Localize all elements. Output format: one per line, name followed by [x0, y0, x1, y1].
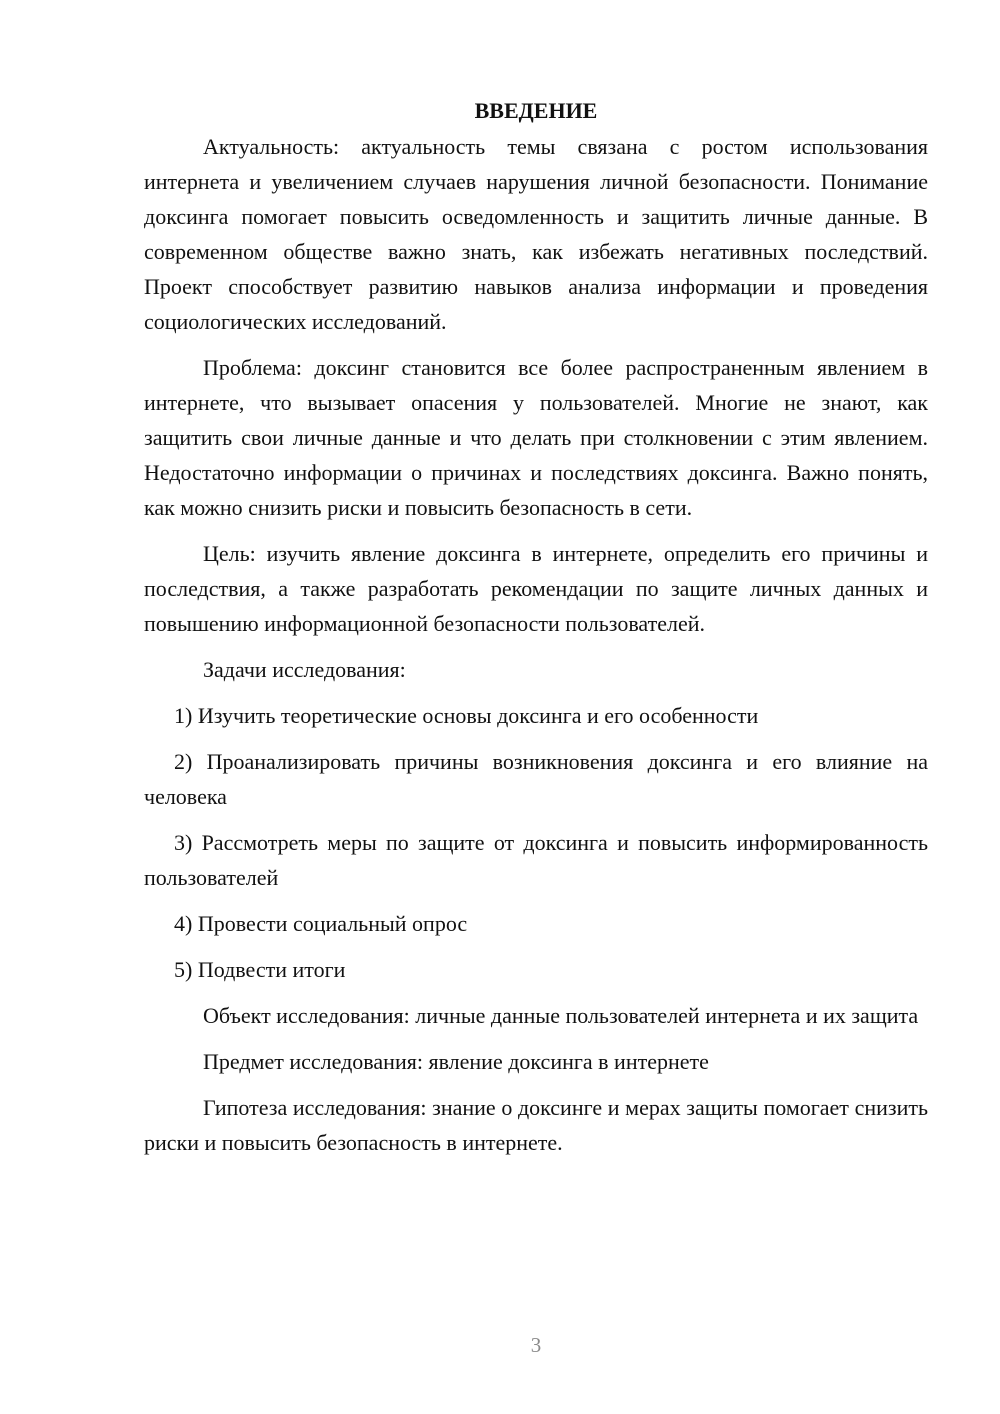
hypothesis-paragraph: Гипотеза исследования: знание о доксинге и мерах защиты помогает снизить риски и повысить безопасность в интернете. — [144, 1095, 928, 1155]
task-item-1: 1) Изучить теоретические основы доксинга и его особенности — [174, 703, 759, 728]
section-heading: ВВЕДЕНИЕ — [474, 98, 598, 123]
page-number: 3 — [530, 1333, 542, 1357]
research-subject-paragraph: Предмет исследования: явление доксинга в интернете — [203, 1049, 709, 1074]
task-item-2: 2) Проанализировать причины возникновения доксинга и его влияние на человека — [144, 749, 928, 809]
task-item-5: 5) Подвести итоги — [174, 957, 346, 982]
tasks-intro: Задачи исследования: — [203, 657, 406, 682]
task-item-3: 3) Рассмотреть меры по защите от доксинга и повысить информированность пользователей — [144, 830, 928, 890]
research-object-paragraph: Объект исследования: личные данные пользователей интернета и их защита — [203, 1003, 919, 1028]
task-item-4: 4) Провести социальный опрос — [174, 911, 468, 936]
goal-paragraph: Цель: изучить явление доксинга в интернете, определить его причины и последствия, а также разработать рекомендации по защите личных данных и повышению информационной безопасности пользователей. — [144, 541, 928, 636]
problem-paragraph: Проблема: доксинг становится все более распространенным явлением в интернете, что вызывает опасения у пользователей. Многие не знают, как защитить свои личные данные и что делать при столкновении с этим явлением. Недостаточно информации о причинах и последствиях доксинга. Важно понять, как можно снизить риски и повысить безопасность в сети. — [144, 355, 928, 520]
page-content — [144, 93, 928, 1171]
relevance-paragraph: Актуальность: актуальность темы связана с ростом использования интернета и увеличением случаев нарушения личной безопасности. Понимание доксинга помогает повысить осведомленность и защитить личные данные. В современном обществе важно знать, как избежать негативных последствий. Проект способствует развитию навыков анализа информации и проведения социологических исследований. — [144, 134, 928, 334]
